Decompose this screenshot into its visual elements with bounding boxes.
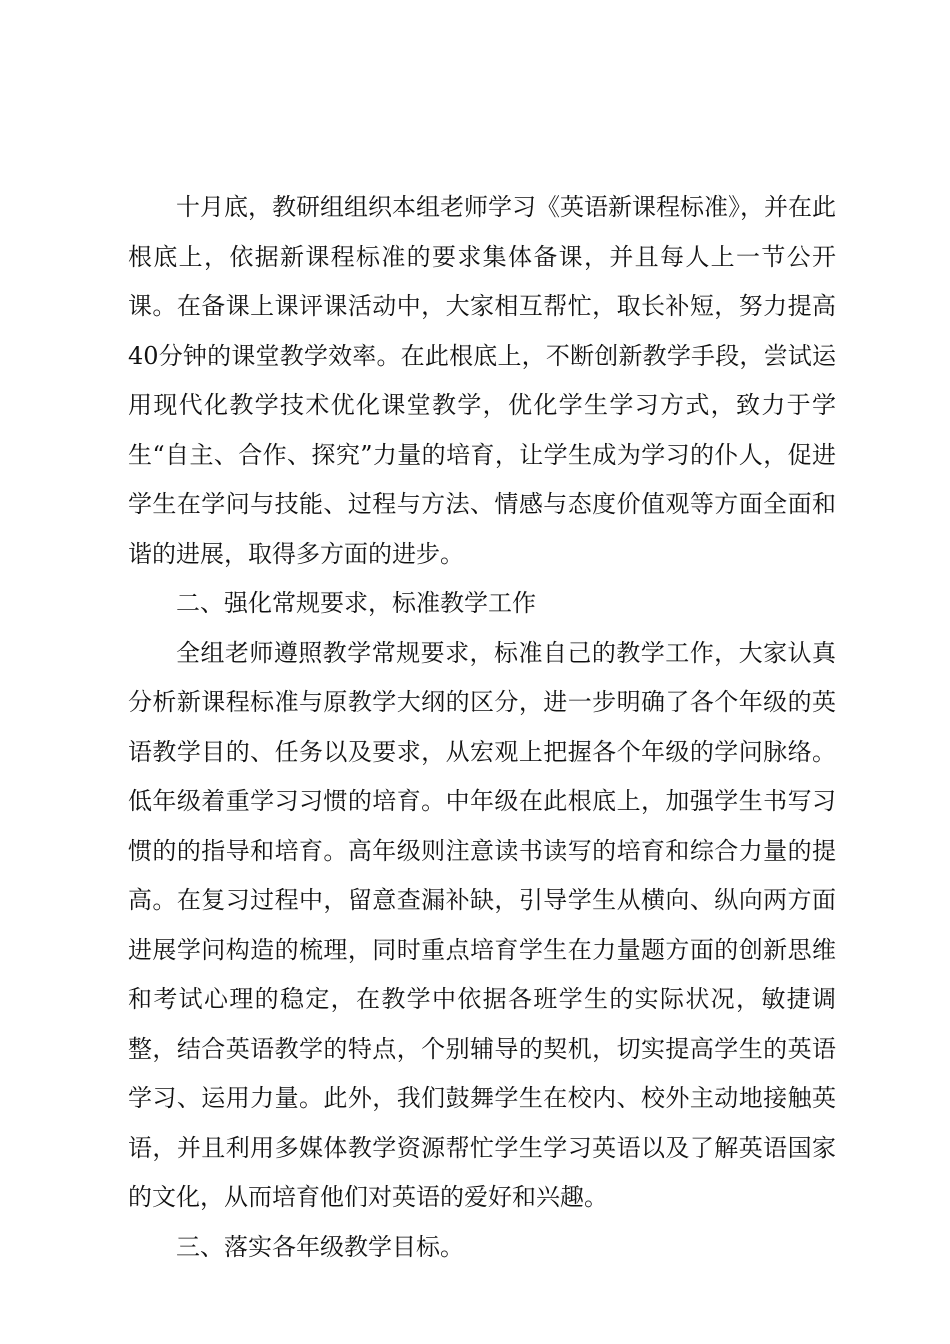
section-heading-3: 三、落实各年级教学目标。 [176, 1232, 464, 1261]
paragraph-teaching-routine: 全组老师遵照教学常规要求，标准自己的教学工作，大家认真分析新课程标准与原教学大纲的区分，进一步明确了各个年级的英语教学目的、任务以及要求，从宏观上把握各个年级的学问脉络。低年级着重学习习惯的培育。中年级在此根底上，加强学生书写习惯的的指导和培育。高年级则注意读书读写的培育和综合力量的提高。在复习过程中，留意查漏补缺，引导学生从横向、纵向两方面进展学问构造的梳理，同时重点培育学生在力量题方面的创新思维和考试心理的稳定，在教学中依据各班学生的实际状况，敏捷调整，结合英语教学的特点，个别辅导的契机，切实提高学生的英语学习、运用力量。此外，我们鼓舞学生在校内、校外主动地接触英语，并且利用多媒体教学资源帮忙学生学习英语以及了解英语国家的文化，从而培育他们对英语的爱好和兴趣。 [128, 638, 836, 1211]
paragraph-teaching-research: 十月底，教研组组织本组老师学习《英语新课程标准》，并在此根底上，依据新课程标准的要求集体备课，并且每人上一节公开课。在备课上课评课活动中，大家相互帮忙，取长补短，努力提高40分钟的课堂教学效率。在此根底上，不断创新教学手段，尝试运用现代化教学技术优化课堂教学，优化学生学习方式，致力于学生“自主、合作、探究”力量的培育，让学生成为学习的仆人，促进学生在学问与技能、过程与方法、情感与态度价值观等方面全面和谐的进展，取得多方面的进步。 [128, 193, 836, 568]
section-heading-2: 二、强化常规要求，标准教学工作 [176, 589, 536, 617]
document-body [128, 183, 836, 1272]
